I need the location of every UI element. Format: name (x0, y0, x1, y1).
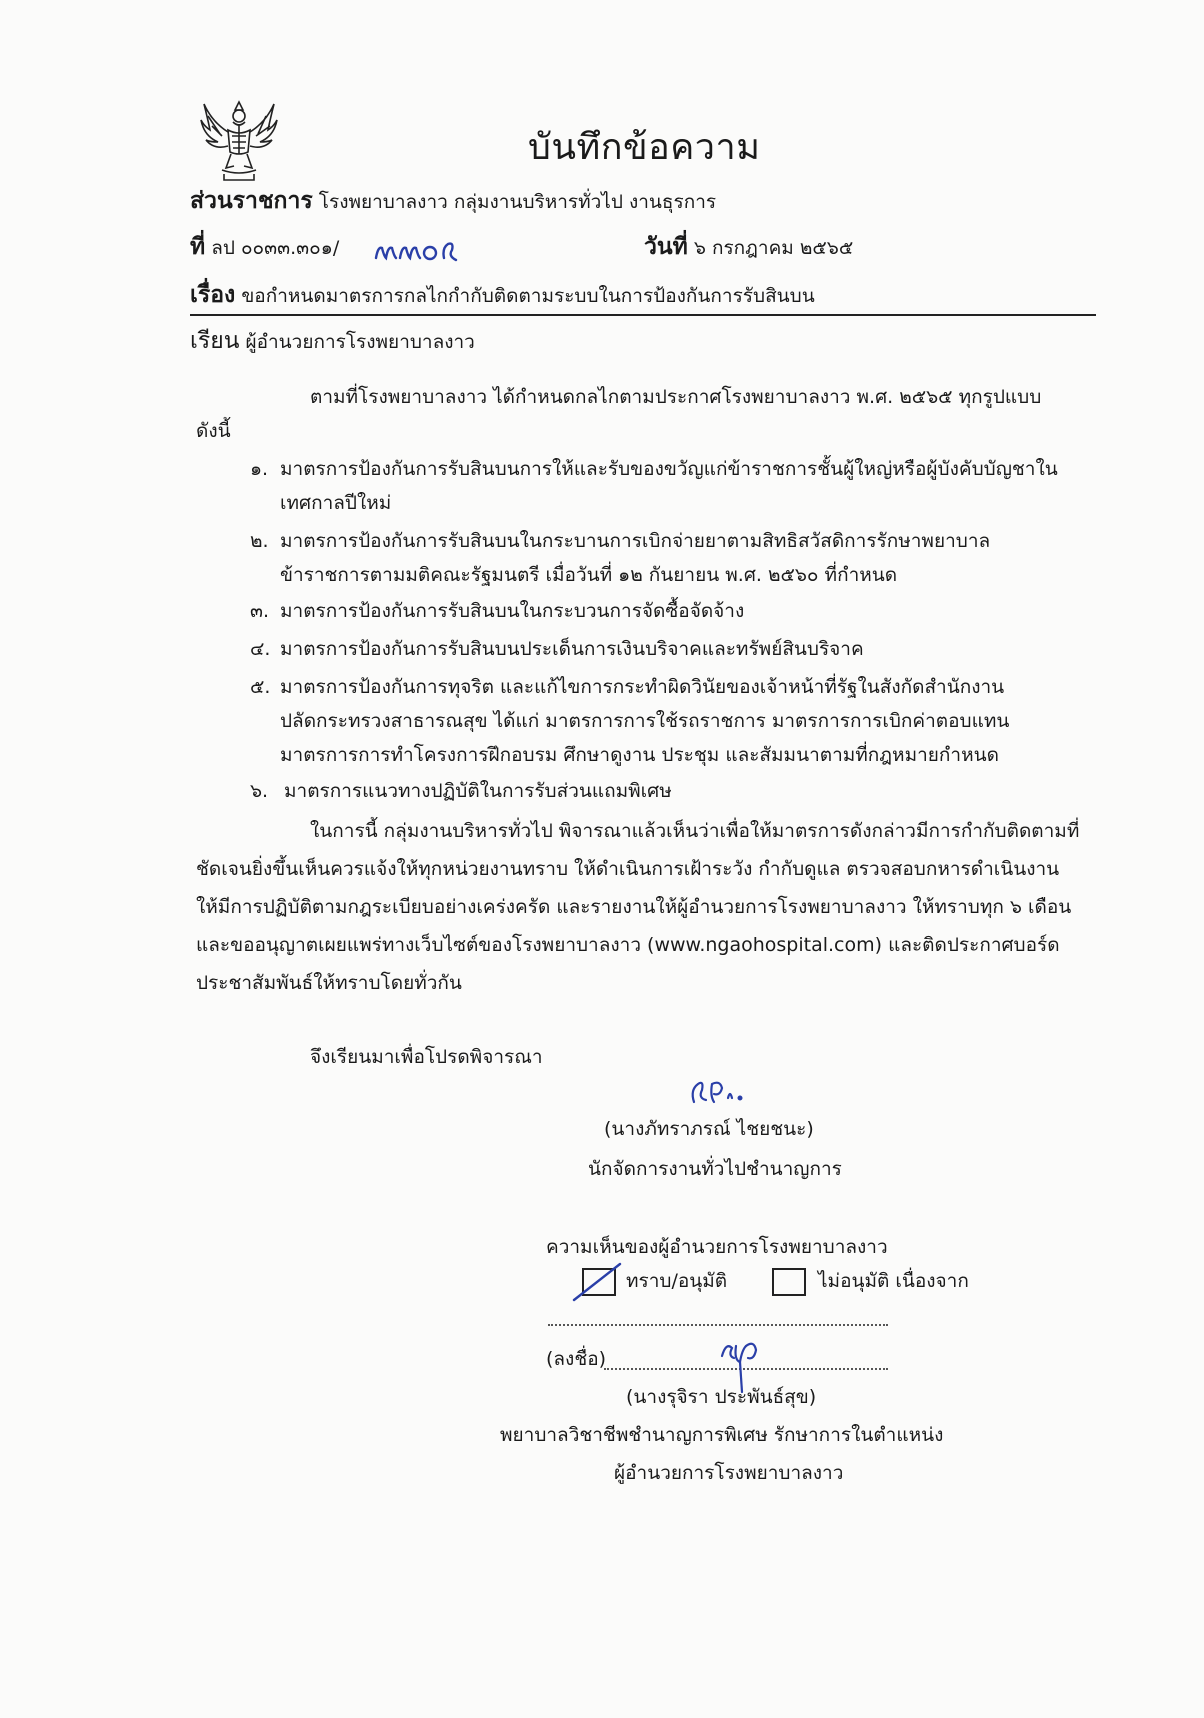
list-item-num: ๕. (250, 676, 271, 698)
reason-dotted-line (548, 1324, 888, 1326)
page-title: บันทึกข้อความ (528, 127, 761, 168)
closing-line: จึงเรียนมาเพื่อโปรดพิจารณา (310, 1046, 543, 1068)
intro-line-1: ตามที่โรงพยาบาลงาว ได้กำหนดกลไกตามประกาศโรงพยาบาลงาว พ.ศ. ๒๕๖๕ ทุกรูปแบบ (310, 386, 1042, 408)
para2-line: ประชาสัมพันธ์ให้ทราบโดยทั่วกัน (196, 972, 462, 994)
list-item-line: มาตรการป้องกันการรับสินบนในกระบานการเบิกจ่ายยาตามสิทธิสวัสดิการรักษาพยาบาล (280, 530, 991, 552)
list-item-line: มาตรการแนวทางปฏิบัติในการรับส่วนแถมพิเศษ (284, 780, 672, 802)
subject-row (190, 282, 815, 309)
garuda-emblem-icon (198, 96, 280, 184)
agency-label: ส่วนราชการ (190, 188, 313, 214)
doc-number-value: ลป ๐๐๓๓.๓๐๑/ (211, 237, 340, 259)
sender-signature (686, 1072, 746, 1108)
list-item-line: ข้าราชการตามมติคณะรัฐมนตรี เมื่อวันที่ ๑๒ กันยายน พ.ศ. ๒๕๖๐ ที่กำหนด (280, 564, 898, 586)
date-label: วันที่ (644, 234, 688, 260)
sign-label: (ลงชื่อ) (546, 1348, 607, 1370)
list-item-line: ปลัดกระทรวงสาธารณสุข ได้แก่ มาตรการการใช้รถราชการ มาตรการการเบิกค่าตอบแทน (280, 710, 1010, 732)
list-item-num: ๓. (250, 600, 270, 622)
list-item-line: มาตรการการทำโครงการฝึกอบรม ศึกษาดูงาน ประชุม และสัมมนาตามที่กฎหมายกำหนด (280, 744, 999, 766)
intro-line-2: ดังนี้ (196, 420, 231, 442)
doc-number-label: ที่ (190, 234, 206, 260)
reject-checkbox[interactable] (772, 1268, 806, 1296)
date-row (644, 234, 853, 261)
handwritten-doc-number (372, 234, 462, 268)
agency-row (190, 188, 716, 215)
director-position-line-2: ผู้อำนวยการโรงพยาบาลงาว (614, 1462, 844, 1484)
header-divider (190, 314, 1096, 316)
subject-label: เรื่อง (190, 282, 236, 308)
doc-number-row (190, 234, 339, 261)
reject-label: ไม่อนุมัติ เนื่องจาก (818, 1270, 969, 1292)
agency-value: โรงพยาบาลงาว กลุ่มงานบริหารทั่วไป งานธุรการ (318, 191, 717, 213)
approve-label: ทราบ/อนุมัติ (626, 1270, 728, 1292)
list-item-line: มาตรการป้องกันการรับสินบนในกระบวนการจัดซื้อจัดจ้าง (280, 600, 745, 622)
list-item-num: ๑. (250, 458, 269, 480)
sender-position: นักจัดการงานทั่วไปชำนาญการ (588, 1158, 842, 1180)
sender-name: (นางภัทราภรณ์ ไชยชนะ) (604, 1118, 814, 1140)
director-position-line-1: พยาบาลวิชาชีพชำนาญการพิเศษ รักษาการในตำแหน่ง (500, 1424, 944, 1446)
subject-value: ขอกำหนดมาตรการกลไกกำกับติดตามระบบในการป้องกันการรับสินบน (241, 285, 815, 307)
list-item-num: ๔. (250, 638, 271, 660)
director-opinion-heading: ความเห็นของผู้อำนวยการโรงพยาบาลงาว (546, 1236, 888, 1258)
list-item-line: มาตรการป้องกันการรับสินบนประเด็นการเงินบริจาคและทรัพย์สินบริจาค (280, 638, 864, 660)
date-value: ๖ กรกฎาคม ๒๕๖๕ (693, 237, 854, 259)
list-item-num: ๖. (250, 780, 269, 802)
to-value: ผู้อำนวยการโรงพยาบาลงาว (245, 331, 475, 353)
list-item-line: มาตรการป้องกันการรับสินบนการให้และรับของขวัญแก่ข้าราชการชั้นผู้ใหญ่หรือผู้บังคับบัญชาใน (280, 458, 1058, 480)
approve-check-mark-icon (572, 1260, 622, 1302)
list-item-line: เทศกาลปีใหม่ (280, 492, 392, 514)
list-item-line: มาตรการป้องกันการทุจริต และแก้ไขการกระทำผิดวินัยของเจ้าหน้าที่รัฐในสังกัดสำนักงาน (280, 676, 1005, 698)
para2-line: และขออนุญาตเผยแพร่ทางเว็บไซต์ของโรงพยาบาลงาว (www.ngaohospital.com) และติดประกาศบอร์ด (196, 934, 1060, 956)
para2-line: ในการนี้ กลุ่มงานบริหารทั่วไป พิจารณาแล้วเห็นว่าเพื่อให้มาตรการดังกล่าวมีการกำกับติดตามที่ (310, 820, 1080, 842)
list-item-num: ๒. (250, 530, 269, 552)
to-label: เรียน (190, 328, 240, 354)
para2-line: ให้มีการปฏิบัติตามกฎระเบียบอย่างเคร่งครัด และรายงานให้ผู้อำนวยการโรงพยาบาลงาว ให้ทราบทุก ๖ เดือน (196, 896, 1072, 918)
to-row (190, 328, 475, 355)
para2-line: ชัดเจนยิ่งขึ้นเห็นควรแจ้งให้ทุกหน่วยงานทราบ ให้ดำเนินการเฝ้าระวัง กำกับดูแล ตรวจสอบกหารดำเนินงาน (196, 858, 1060, 880)
director-name: (นางรุจิรา ประพันธ์สุข) (626, 1386, 817, 1408)
